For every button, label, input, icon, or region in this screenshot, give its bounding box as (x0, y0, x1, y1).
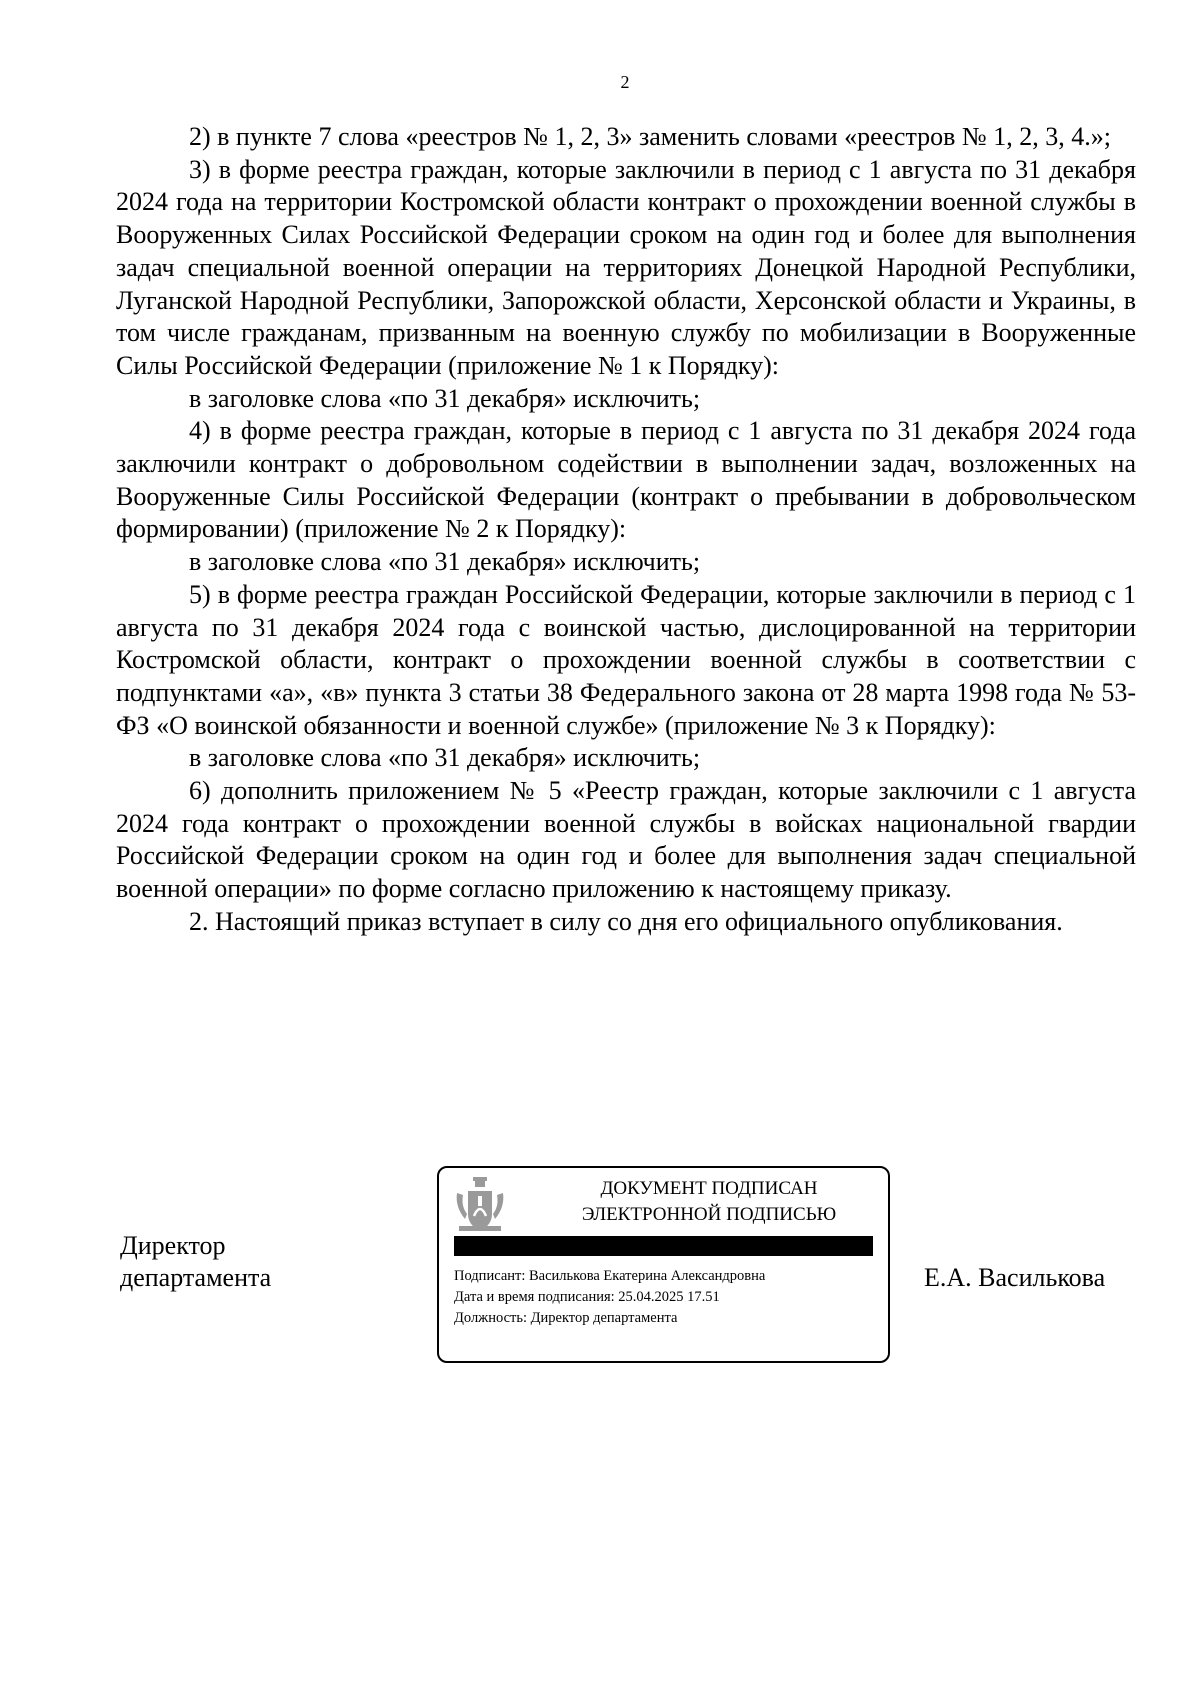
stamp-title-line1: ДОКУМЕНТ ПОДПИСАН (600, 1178, 818, 1199)
signer-name: Е.А. Василькова (924, 1263, 1106, 1292)
stamp-date: Дата и время подписания: 25.04.2025 17.51 (454, 1289, 720, 1305)
paragraph-item-4: 4) в форме реестра граждан, которые в период с 1 августа по 31 декабря 2024 года заключили контракт о добровольном содействии в выполнении задач, возложенных на Вооруженные Силы Российской Федерации (контракт о пребывании в добровольческом формировании) (приложение № 2 к Порядку): (116, 416, 1136, 544)
paragraph-item-4-title-change: в заголовке слова «по 31 декабря» исключить; (189, 547, 701, 577)
stamp-title (559, 1176, 859, 1228)
page-number: 2 (620, 72, 630, 92)
stamp-redaction-bar (454, 1236, 873, 1256)
paragraph-item-3: 3) в форме реестра граждан, которые заключили в период с 1 августа по 31 декабря 2024 года на территории Костромской области контракт о прохождении военной службы в Вооруженных Силах Российской Федерации сроком на один год и более для выполнения задач специальной военной операции на территориях Донецкой Народной Республики, Луганской Народной Республики, Запорожской области, Херсонской области и Украины, в том числе гражданам, призванным на военную службу по мобилизации в Вооруженные Силы Российской Федерации (приложение № 1 к Порядку): (116, 154, 1136, 380)
signer-position (120, 1230, 271, 1294)
stamp-title-line2: ЭЛЕКТРОННОЙ ПОДПИСЬЮ (581, 1204, 837, 1225)
stamp-signer: Подписант: Василькова Екатерина Александровна (454, 1268, 766, 1284)
electronic-signature-stamp (437, 1166, 890, 1363)
coat-of-arms-icon (454, 1176, 506, 1236)
stamp-role: Должность: Директор департамента (454, 1310, 678, 1326)
signer-position-line2: департамента (120, 1263, 272, 1292)
paragraph-clause-2: 2. Настоящий приказ вступает в силу со дня его официального опубликования. (189, 906, 1063, 936)
paragraph-item-2: 2) в пункте 7 слова «реестров № 1, 2, 3» заменить словами «реестров № 1, 2, 3, 4.»; (189, 122, 1111, 151)
paragraph-item-6: 6) дополнить приложением № 5 «Реестр граждан, которые заключили с 1 августа 2024 года контракт о прохождении военной службы в войсках национальной гвардии Российской Федерации сроком на один год и более для выполнения задач специальной военной операции» по форме согласно приложению к настоящему приказу. (116, 776, 1136, 904)
signer-position-line1: Директор (120, 1231, 226, 1260)
paragraph-item-5-title-change: в заголовке слова «по 31 декабря» исключить; (189, 743, 701, 773)
document-body (116, 121, 1136, 939)
paragraph-item-3-title-change: в заголовке слова «по 31 декабря» исключить; (189, 383, 701, 413)
paragraph-item-5: 5) в форме реестра граждан Российской Федерации, которые заключили в период с 1 августа по 31 декабря 2024 года с воинской частью, дислоцированной на территории Костромской области, контракт о прохождении военной службы в соответствии с подпунктами «а», «в» пункта 3 статьи 38 Федерального закона от 28 марта 1998 года № 53-ФЗ «О воинской обязанности и военной службе» (приложение № 3 к Порядку): (116, 579, 1136, 740)
stamp-details (454, 1266, 765, 1329)
